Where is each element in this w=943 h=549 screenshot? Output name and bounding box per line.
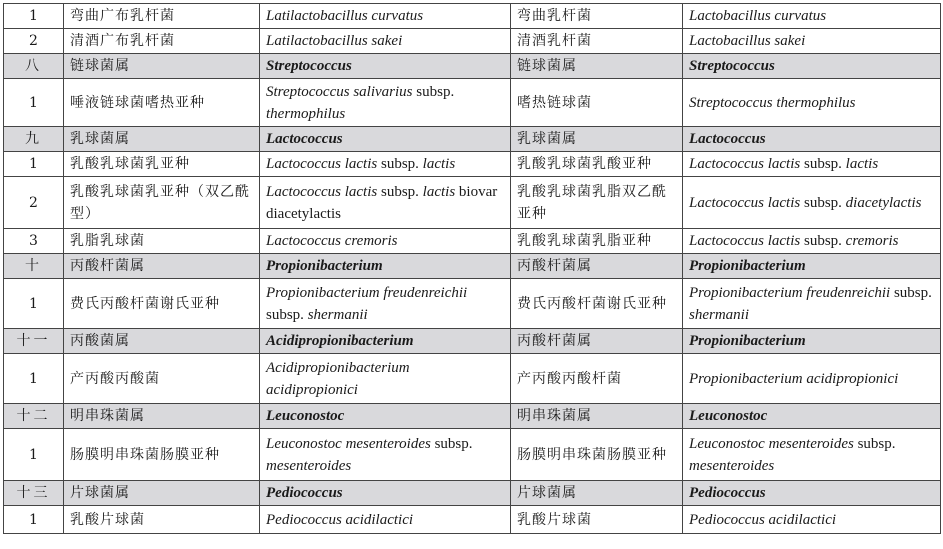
current-latin-name: Leuconostoc (260, 404, 511, 429)
previous-latin-name: Lactobacillus curvatus (683, 4, 941, 29)
species-row (4, 4, 941, 29)
previous-chinese-name: 肠膜明串珠菌肠膜亚种 (511, 429, 683, 481)
previous-chinese-name: 丙酸杆菌属 (511, 254, 683, 279)
row-number: 1 (4, 429, 64, 481)
row-number: 1 (4, 79, 64, 127)
previous-chinese-name: 乳酸乳球菌乳脂亚种 (511, 229, 683, 254)
genus-row (4, 54, 941, 79)
species-row (4, 152, 941, 177)
species-row (4, 29, 941, 54)
previous-latin-name: Pediococcus (683, 481, 941, 506)
species-row (4, 279, 941, 329)
current-chinese-name: 弯曲广布乳杆菌 (64, 4, 260, 29)
row-number: 1 (4, 506, 64, 534)
current-chinese-name: 费氏丙酸杆菌谢氏亚种 (64, 279, 260, 329)
previous-latin-name: Lactococcus lactis subsp. cremoris (683, 229, 941, 254)
previous-chinese-name: 乳酸乳球菌乳脂双乙酰亚种 (511, 177, 683, 229)
genus-row (4, 481, 941, 506)
row-number: 十 (4, 254, 64, 279)
row-number: 1 (4, 354, 64, 404)
row-number: 十三 (4, 481, 64, 506)
species-row (4, 177, 941, 229)
current-latin-name: Lactococcus lactis subsp. lactis (260, 152, 511, 177)
table-body (4, 4, 941, 534)
current-latin-name: Lactococcus lactis subsp. lactis biovar diacetylactis (260, 177, 511, 229)
previous-chinese-name: 嗜热链球菌 (511, 79, 683, 127)
current-latin-name: Streptococcus (260, 54, 511, 79)
current-chinese-name: 产丙酸丙酸菌 (64, 354, 260, 404)
previous-latin-name: Streptococcus (683, 54, 941, 79)
species-row (4, 79, 941, 127)
previous-latin-name: Pediococcus acidilactici (683, 506, 941, 534)
genus-row (4, 127, 941, 152)
genus-row (4, 254, 941, 279)
genus-row (4, 404, 941, 429)
current-chinese-name: 清酒广布乳杆菌 (64, 29, 260, 54)
row-number: 1 (4, 279, 64, 329)
current-latin-name: Latilactobacillus sakei (260, 29, 511, 54)
current-latin-name: Streptococcus salivarius subsp. thermophilus (260, 79, 511, 127)
current-latin-name: Latilactobacillus curvatus (260, 4, 511, 29)
strain-name-table (3, 3, 941, 534)
current-chinese-name: 乳脂乳球菌 (64, 229, 260, 254)
previous-chinese-name: 明串珠菌属 (511, 404, 683, 429)
species-row (4, 229, 941, 254)
previous-latin-name: Streptococcus thermophilus (683, 79, 941, 127)
row-number: 八 (4, 54, 64, 79)
current-latin-name: Pediococcus acidilactici (260, 506, 511, 534)
row-number: 1 (4, 4, 64, 29)
current-latin-name: Lactococcus (260, 127, 511, 152)
current-latin-name: Leuconostoc mesenteroides subsp. mesenteroides (260, 429, 511, 481)
previous-chinese-name: 片球菌属 (511, 481, 683, 506)
previous-chinese-name: 乳酸乳球菌乳酸亚种 (511, 152, 683, 177)
current-chinese-name: 片球菌属 (64, 481, 260, 506)
current-chinese-name: 丙酸菌属 (64, 329, 260, 354)
current-chinese-name: 乳酸乳球菌乳亚种（双乙酰型） (64, 177, 260, 229)
current-latin-name: Acidipropionibacterium acidipropionici (260, 354, 511, 404)
previous-chinese-name: 费氏丙酸杆菌谢氏亚种 (511, 279, 683, 329)
previous-latin-name: Leuconostoc mesenteroides subsp. mesenteroides (683, 429, 941, 481)
row-number: 2 (4, 177, 64, 229)
previous-latin-name: Propionibacterium (683, 329, 941, 354)
previous-chinese-name: 弯曲乳杆菌 (511, 4, 683, 29)
previous-latin-name: Propionibacterium (683, 254, 941, 279)
row-number: 十二 (4, 404, 64, 429)
previous-chinese-name: 丙酸杆菌属 (511, 329, 683, 354)
current-chinese-name: 链球菌属 (64, 54, 260, 79)
previous-chinese-name: 乳球菌属 (511, 127, 683, 152)
current-chinese-name: 乳球菌属 (64, 127, 260, 152)
current-latin-name: Lactococcus cremoris (260, 229, 511, 254)
current-chinese-name: 唾液链球菌嗜热亚种 (64, 79, 260, 127)
previous-latin-name: Lactococcus lactis subsp. lactis (683, 152, 941, 177)
previous-latin-name: Leuconostoc (683, 404, 941, 429)
current-chinese-name: 明串珠菌属 (64, 404, 260, 429)
current-latin-name: Pediococcus (260, 481, 511, 506)
row-number: 九 (4, 127, 64, 152)
previous-latin-name: Lactobacillus sakei (683, 29, 941, 54)
current-chinese-name: 乳酸乳球菌乳亚种 (64, 152, 260, 177)
previous-chinese-name: 产丙酸丙酸杆菌 (511, 354, 683, 404)
current-chinese-name: 丙酸杆菌属 (64, 254, 260, 279)
previous-chinese-name: 清酒乳杆菌 (511, 29, 683, 54)
current-chinese-name: 肠膜明串珠菌肠膜亚种 (64, 429, 260, 481)
species-row (4, 354, 941, 404)
genus-row (4, 329, 941, 354)
previous-chinese-name: 乳酸片球菌 (511, 506, 683, 534)
previous-latin-name: Lactococcus (683, 127, 941, 152)
current-chinese-name: 乳酸片球菌 (64, 506, 260, 534)
previous-latin-name: Propionibacterium acidipropionici (683, 354, 941, 404)
row-number: 3 (4, 229, 64, 254)
species-row (4, 506, 941, 534)
row-number: 1 (4, 152, 64, 177)
current-latin-name: Acidipropionibacterium (260, 329, 511, 354)
row-number: 十一 (4, 329, 64, 354)
species-row (4, 429, 941, 481)
previous-chinese-name: 链球菌属 (511, 54, 683, 79)
current-latin-name: Propionibacterium (260, 254, 511, 279)
previous-latin-name: Propionibacterium freudenreichii subsp. shermanii (683, 279, 941, 329)
current-latin-name: Propionibacterium freudenreichii subsp. shermanii (260, 279, 511, 329)
row-number: 2 (4, 29, 64, 54)
previous-latin-name: Lactococcus lactis subsp. diacetylactis (683, 177, 941, 229)
